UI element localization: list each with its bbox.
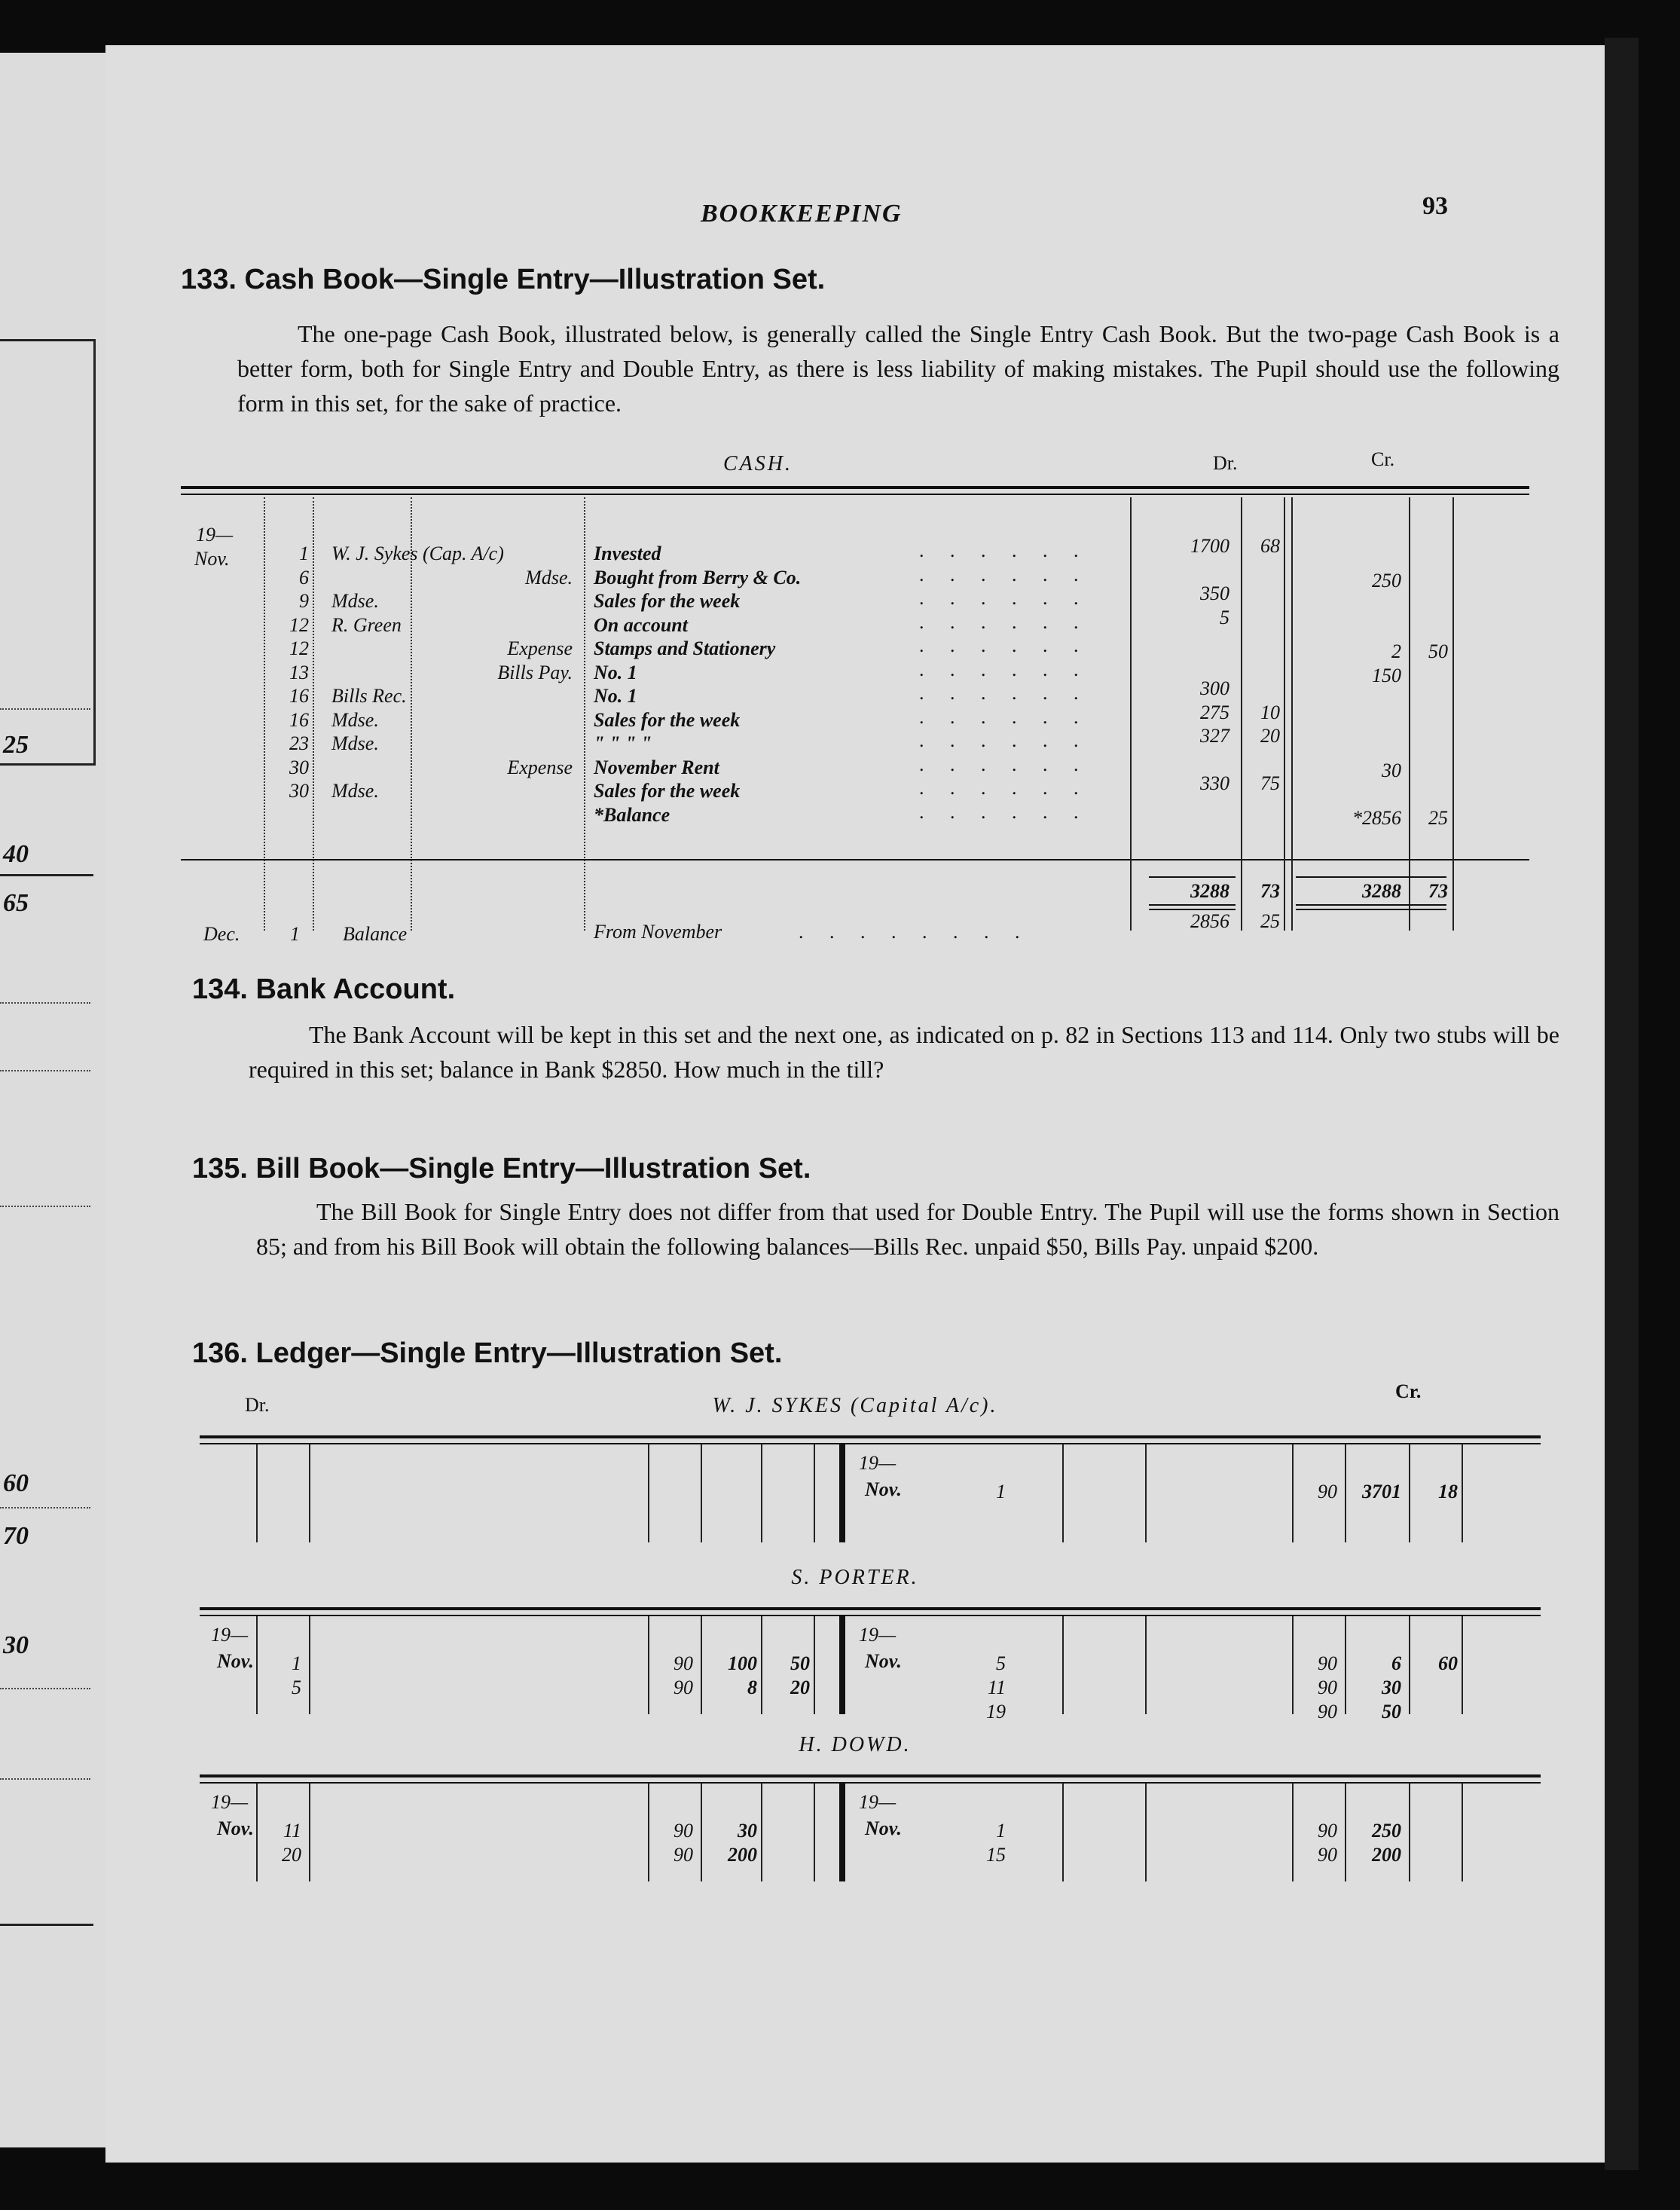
ledger-folio: 90 (674, 1652, 693, 1674)
leader-dots: . . . . . . (919, 611, 1089, 633)
cash-explanation: *Balance (594, 804, 670, 826)
cash-account-dr: Mdse. (331, 590, 379, 612)
page-edge (1605, 38, 1639, 2170)
cash-total-dr-cents: 73 (1260, 880, 1280, 902)
ledger-column-rule (814, 1784, 815, 1881)
ledger-column-rule (1292, 1444, 1294, 1542)
ledger-dollars: 200 (728, 1844, 757, 1866)
ledger-column-rule (1292, 1784, 1294, 1881)
ledger-dollars: 200 (1372, 1844, 1401, 1866)
ledger-cents: 18 (1438, 1481, 1458, 1502)
ledger-day: 11 (987, 1677, 1006, 1698)
ledger-column-rule (1409, 1616, 1410, 1714)
cash-account-cr: Expense (507, 757, 573, 778)
balance-dr-cents: 25 (1260, 910, 1280, 932)
ledger-day: 1 (996, 1481, 1006, 1502)
ledger-day: 1 (996, 1820, 1006, 1842)
cash-month: Nov. (194, 548, 230, 570)
left-page-rule (0, 1507, 90, 1508)
cash-explanation: November Rent (594, 757, 719, 778)
ledger-center-rule (839, 1616, 845, 1714)
book-page (105, 45, 1605, 2163)
cash-top-rule (181, 494, 1529, 495)
cash-date-rule (264, 497, 265, 931)
cash-money-rule (1409, 497, 1410, 931)
cash-account-dr: Mdse. (331, 780, 379, 802)
cash-dr-dollars: 350 (1200, 582, 1229, 604)
left-page-rule (0, 1002, 90, 1004)
ledger-folio: 90 (1318, 1652, 1337, 1674)
ledger-column-rule (1409, 1784, 1410, 1881)
cash-dr-dollars: 275 (1200, 702, 1229, 723)
cash-day: 30 (289, 757, 309, 778)
ledger-top-rule (200, 1435, 1541, 1438)
ledger-column-rule (1145, 1616, 1147, 1714)
ledger-day: 20 (282, 1844, 301, 1866)
ledger-column-rule (648, 1784, 649, 1881)
cash-account-cr: Mdse. (525, 567, 573, 588)
cash-cr-cents: 50 (1428, 640, 1448, 662)
margin-number: 70 (3, 1522, 29, 1550)
margin-number: 30 (3, 1631, 29, 1659)
total-rule (1296, 909, 1446, 910)
cash-day: 12 (289, 637, 309, 659)
balance-month: Dec. (203, 923, 240, 945)
ledger-month: Nov. (865, 1817, 902, 1839)
left-page-rule (0, 1070, 90, 1071)
cash-total-cr-dollars: 3288 (1362, 880, 1401, 902)
ledger-dollars: 100 (728, 1652, 757, 1674)
cash-acct-rule (584, 497, 585, 931)
ledger-dr-label: Dr. (245, 1394, 270, 1416)
left-page-rule (0, 1778, 90, 1780)
ledger-month: Nov. (865, 1478, 902, 1500)
ledger-column-rule (309, 1784, 310, 1881)
ledger-dollars: 8 (747, 1677, 757, 1698)
ledger-top-rule (200, 1782, 1541, 1784)
leader-dots: . . . . . . (919, 659, 1089, 680)
cash-day: 16 (289, 709, 309, 731)
ledger-column-rule (1145, 1444, 1147, 1542)
cash-explanation: Sales for the week (594, 780, 741, 802)
ledger-column-rule (648, 1616, 649, 1714)
margin-number: 40 (3, 840, 29, 868)
ledger-folio: 90 (1318, 1844, 1337, 1866)
cash-day: 1 (299, 543, 309, 564)
section-134-heading: 134. Bank Account. (192, 974, 456, 1005)
cash-cr-dollars: 250 (1372, 570, 1401, 591)
ledger-day: 11 (283, 1820, 301, 1842)
ledger-month: Nov. (217, 1650, 254, 1672)
ledger-column-rule (309, 1616, 310, 1714)
leader-dots: . . . . . . (919, 587, 1089, 609)
left-page-box (0, 874, 93, 1926)
cash-dr-dollars: 300 (1200, 677, 1229, 699)
ledger-month: Nov. (217, 1817, 254, 1839)
ledger-top-rule (200, 1607, 1541, 1610)
leader-dots: . . . . . . (919, 564, 1089, 585)
leader-dots: . . . . . . (919, 634, 1089, 656)
ledger-column-rule (761, 1616, 762, 1714)
ledger-cents: 20 (790, 1677, 810, 1698)
ledger-cents: 60 (1438, 1652, 1458, 1674)
ledger-folio: 90 (1318, 1701, 1337, 1722)
ledger-column-rule (1145, 1784, 1147, 1881)
margin-number: 60 (3, 1469, 29, 1497)
leader-dots: . . . . . . (919, 706, 1089, 728)
ledger-top-rule (200, 1615, 1541, 1616)
margin-number: 25 (3, 731, 29, 759)
cash-day: 9 (299, 590, 309, 612)
cash-dr-cents: 68 (1260, 535, 1280, 557)
cash-explanation: No. 1 (594, 685, 637, 707)
cash-explanation: Sales for the week (594, 590, 741, 612)
ledger-year: 19— (859, 1624, 897, 1646)
ledger-column-rule (1462, 1444, 1463, 1542)
ledger-dollars: 6 (1391, 1652, 1401, 1674)
ledger-column-rule (1345, 1616, 1346, 1714)
ledger-column-rule (701, 1784, 702, 1881)
ledger-dollars: 3701 (1362, 1481, 1401, 1502)
cash-cr-dollars: 30 (1382, 760, 1401, 781)
ledger-column-rule (1062, 1784, 1064, 1881)
cash-explanation: Bought from Berry & Co. (594, 567, 802, 588)
ledger-top-rule (200, 1774, 1541, 1777)
cash-explanation: " " " " (594, 732, 652, 754)
ledger-center-rule (839, 1784, 845, 1881)
cash-day: 12 (289, 614, 309, 636)
cash-explanation: Sales for the week (594, 709, 741, 731)
total-rule (1296, 876, 1446, 878)
ledger-day: 19 (986, 1701, 1006, 1722)
cash-day: 30 (289, 780, 309, 802)
ledger-day: 5 (996, 1652, 1006, 1674)
ledger-dollars: 50 (1382, 1701, 1401, 1722)
ledger-column-rule (761, 1784, 762, 1881)
cash-dr-dollars: 1700 (1190, 535, 1229, 557)
ledger-year: 19— (211, 1624, 249, 1646)
cash-dr-label: Dr. (1213, 452, 1238, 474)
ledger-dollars: 250 (1372, 1820, 1401, 1842)
cash-money-rule (1130, 497, 1132, 931)
cash-day: 13 (289, 662, 309, 683)
ledger-cents: 50 (790, 1652, 810, 1674)
cash-money-rule (1291, 497, 1293, 931)
leader-dots: . . . . . . (919, 682, 1089, 704)
cash-explanation: No. 1 (594, 662, 637, 683)
total-rule (1149, 876, 1236, 878)
cash-account-dr: W. J. Sykes (Cap. A/c) (331, 543, 504, 564)
ledger-month: Nov. (865, 1650, 902, 1672)
cash-day: 23 (289, 732, 309, 754)
ledger-dollars: 30 (1382, 1677, 1401, 1698)
cash-account-dr: Mdse. (331, 732, 379, 754)
cash-year: 19— (196, 524, 234, 546)
ledger-folio: 90 (1318, 1820, 1337, 1842)
cash-cr-dollars: 2 (1391, 640, 1401, 662)
ledger-dollars: 30 (738, 1820, 757, 1842)
ledger-column-rule (1062, 1616, 1064, 1714)
cash-explanation: On account (594, 614, 688, 636)
cash-dr-dollars: 327 (1200, 725, 1229, 747)
cash-account-dr: Bills Rec. (331, 685, 407, 707)
leader-dots: . . . . . . (919, 801, 1089, 823)
total-rule (1296, 904, 1446, 906)
ledger-column-rule (1409, 1444, 1410, 1542)
ledger-folio: 90 (674, 1844, 693, 1866)
left-page-box (0, 339, 96, 766)
ledger-column-rule (814, 1444, 815, 1542)
cash-bottom-rule (181, 859, 1529, 860)
section-135-heading: 135. Bill Book—Single Entry—Illustration Set. (192, 1153, 811, 1184)
cash-cr-dollars: *2856 (1352, 807, 1401, 829)
cash-cr-cents: 25 (1428, 807, 1448, 829)
ledger-year: 19— (211, 1791, 249, 1813)
ledger-day: 15 (986, 1844, 1006, 1866)
cash-day-rule (313, 497, 314, 931)
ledger-account-name: W. J. SYKES (Capital A/c). (712, 1394, 998, 1417)
ledger-folio: 90 (1318, 1481, 1337, 1502)
cash-account-dr: R. Green (331, 614, 402, 636)
left-page-rule (0, 1206, 90, 1207)
left-page-rule (0, 708, 90, 710)
cash-account-dr: Mdse. (331, 709, 379, 731)
cash-dr-dollars: 330 (1200, 772, 1229, 794)
left-page-rule (0, 1688, 90, 1689)
total-rule (1149, 904, 1236, 906)
ledger-folio: 90 (674, 1677, 693, 1698)
ledger-year: 19— (859, 1791, 897, 1813)
ledger-column-rule (1062, 1444, 1064, 1542)
cash-dr-cents: 20 (1260, 725, 1280, 747)
ledger-column-rule (648, 1444, 649, 1542)
cash-day: 6 (299, 567, 309, 588)
leader-dots: . . . . . . (919, 540, 1089, 561)
balance-dr-dollars: 2856 (1190, 910, 1229, 932)
ledger-column-rule (309, 1444, 310, 1542)
balance-explanation: From November (594, 921, 722, 943)
margin-number: 65 (3, 889, 29, 917)
leader-dots: . . . . . . (919, 777, 1089, 799)
cash-cr-dollars: 150 (1372, 665, 1401, 686)
leader-dots: . . . . . . (919, 729, 1089, 751)
cash-account-cr: Expense (507, 637, 573, 659)
ledger-column-rule (701, 1444, 702, 1542)
ledger-column-rule (1292, 1616, 1294, 1714)
ledger-account-name: H. DOWD. (799, 1733, 912, 1756)
leader-dots: . . . . . . . . (799, 921, 1031, 943)
cash-explanation: Stamps and Stationery (594, 637, 776, 659)
cash-money-rule (1452, 497, 1454, 931)
ledger-cr-label: Cr. (1395, 1380, 1422, 1402)
running-header: BOOKKEEPING (701, 200, 903, 228)
cash-cr-label: Cr. (1371, 448, 1395, 470)
cash-explanation: Invested (594, 543, 661, 564)
section-133-heading: 133. Cash Book—Single Entry—Illustration Set. (181, 264, 826, 295)
balance-day: 1 (290, 923, 300, 945)
ledger-column-rule (814, 1616, 815, 1714)
section-136-heading: 136. Ledger—Single Entry—Illustration Set. (192, 1337, 783, 1369)
ledger-column-rule (1462, 1784, 1463, 1881)
cash-dr-cents: 75 (1260, 772, 1280, 794)
ledger-column-rule (256, 1784, 258, 1881)
ledger-folio: 90 (1318, 1677, 1337, 1698)
ledger-folio: 90 (674, 1820, 693, 1842)
cash-day: 16 (289, 685, 309, 707)
section-134-text: The Bank Account will be kept in this set and the next one, as indicated on p. 82 in Sections 113 and 114. Only two stubs will be required in this set; balance in Bank $2850. How much in the till? (249, 1021, 1559, 1083)
ledger-day: 1 (292, 1652, 301, 1674)
cash-total-dr-dollars: 3288 (1190, 880, 1229, 902)
leader-dots: . . . . . . (919, 753, 1089, 775)
cash-account-cr: Bills Pay. (497, 662, 573, 683)
cash-dr-cents: 10 (1260, 702, 1280, 723)
cash-title: CASH. (723, 452, 793, 475)
left-facing-page (0, 53, 108, 2147)
ledger-column-rule (701, 1616, 702, 1714)
cash-money-rule (1284, 497, 1285, 931)
cash-dr-dollars: 5 (1220, 607, 1229, 628)
ledger-account-name: S. PORTER. (791, 1566, 919, 1589)
balance-account: Balance (343, 923, 408, 945)
ledger-top-rule (200, 1443, 1541, 1444)
ledger-column-rule (256, 1616, 258, 1714)
ledger-column-rule (1345, 1784, 1346, 1881)
cash-total-cr-cents: 73 (1428, 880, 1448, 902)
ledger-column-rule (1345, 1444, 1346, 1542)
ledger-year: 19— (859, 1452, 897, 1474)
cash-top-rule (181, 486, 1529, 489)
ledger-center-rule (839, 1444, 845, 1542)
ledger-column-rule (256, 1444, 258, 1542)
section-135-text: The Bill Book for Single Entry does not differ from that used for Double Entry. The Pupil will use the forms shown in Section 85; and from his Bill Book will obtain the following balances—Bills Rec. unpaid $50, Bills Pay. unpaid $200. (256, 1198, 1559, 1260)
section-133-text: The one-page Cash Book, illustrated below, is generally called the Single Entry Cash Book. But the two-page Cash Book is a better form, both for Single Entry and Double Entry, as there is less liability of making mistakes. The Pupil should use the following form in this set, for the sake of practice. (237, 320, 1559, 417)
ledger-column-rule (761, 1444, 762, 1542)
ledger-day: 5 (292, 1677, 301, 1698)
ledger-column-rule (1462, 1616, 1463, 1714)
page-number: 93 (1422, 192, 1448, 220)
